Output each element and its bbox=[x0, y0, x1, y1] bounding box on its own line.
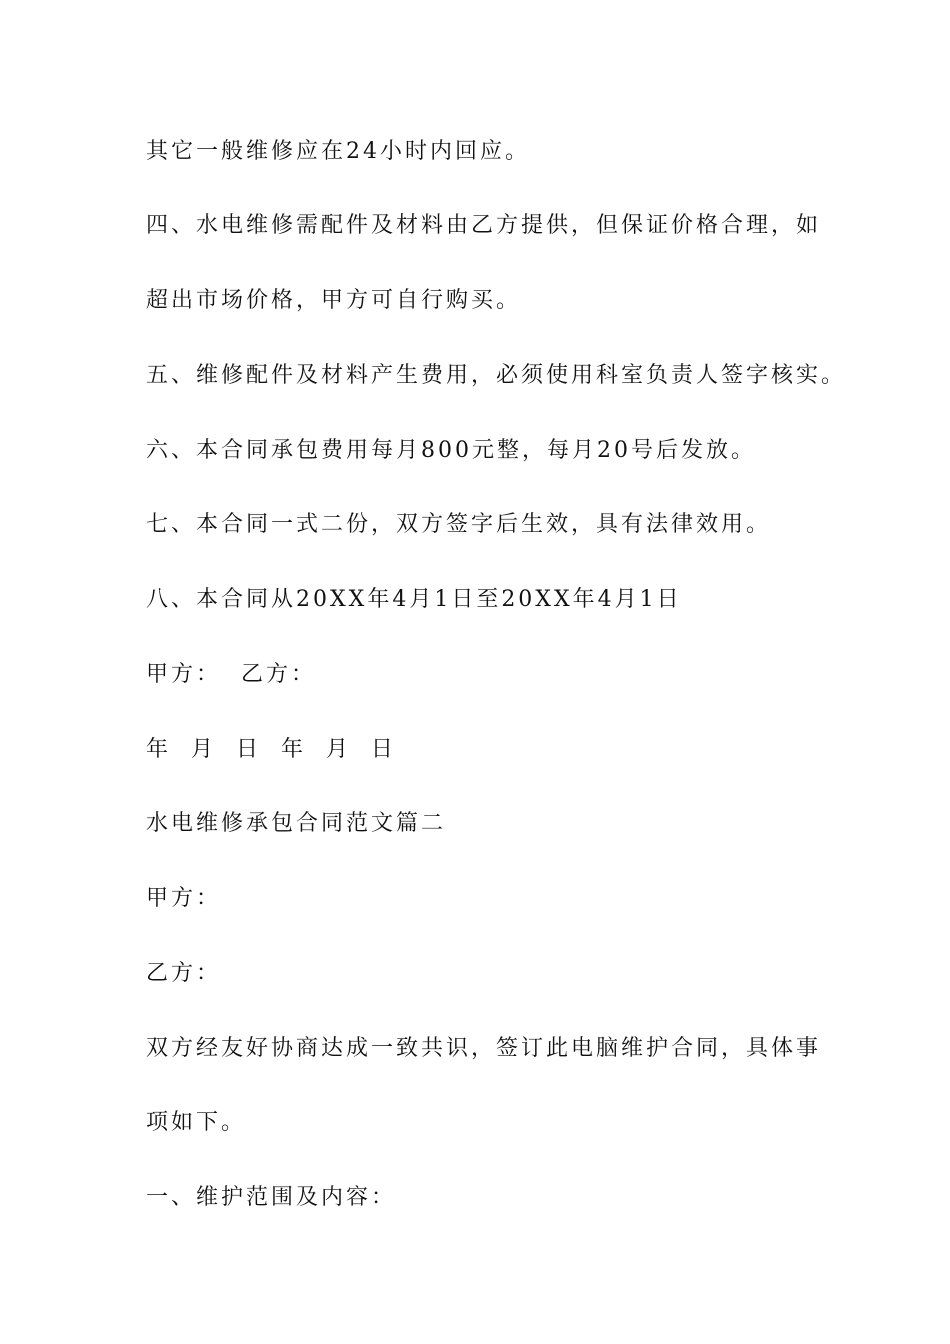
text-line-3: 超出市场价格，甲方可自行购买。 bbox=[146, 288, 522, 313]
text-line-13: 双方经友好协商达成一致共识，签订此电脑维护合同，具体事 bbox=[146, 1036, 822, 1061]
text-line-4: 五、维修配件及材料产生费用，必须使用科室负责人签字核实。 bbox=[146, 363, 847, 388]
text-line-14: 项如下。 bbox=[146, 1110, 247, 1135]
text-line-5: 六、本合同承包费用每月800元整，每月20号后发放。 bbox=[146, 438, 756, 463]
party-b-line: 乙方： bbox=[146, 961, 222, 986]
section-heading-1: 一、维护范围及内容： bbox=[146, 1185, 397, 1210]
text-line-2: 四、水电维修需配件及材料由乙方提供，但保证价格合理，如 bbox=[146, 213, 822, 238]
text-line-6: 七、本合同一式二份，双方签字后生效，具有法律效用。 bbox=[146, 512, 772, 537]
signature-parties-line: 甲方： 乙方： bbox=[146, 662, 316, 687]
party-a-line: 甲方： bbox=[146, 886, 222, 911]
signature-dates-line: 年 月 日 年 月 日 bbox=[146, 737, 396, 762]
section-title: 水电维修承包合同范文篇二 bbox=[146, 811, 447, 836]
text-line-7: 八、本合同从20XX年4月1日至20XX年4月1日 bbox=[146, 587, 682, 612]
text-line-1: 其它一般维修应在24小时内回应。 bbox=[146, 139, 530, 164]
